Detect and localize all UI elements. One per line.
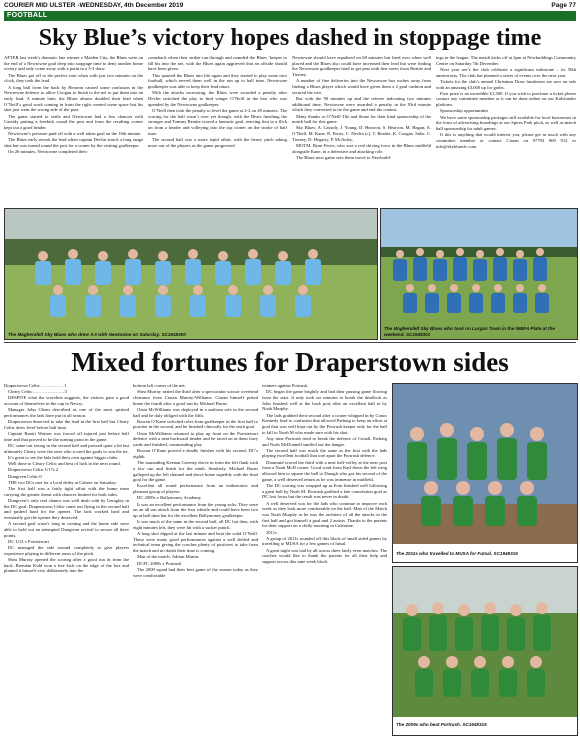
- article-paragraph: DESPITE what the scoreline suggests, the visitors gave a good account of themselves in the cup in Newry.: [4, 395, 129, 407]
- article-paragraph: The DC scoring was wrapped up as Eoin finished well following a great ball by Noah M. Portrush grabbed a late consolation goal as DC lost focus but the result was never in doubt.: [262, 482, 387, 500]
- section-label: FOOTBALL: [7, 12, 48, 19]
- article-paragraph: A group of 2011s rounded off this block of small sided games by travelling to MUSA for a few games of futsal.: [262, 535, 387, 547]
- article-paragraph: The lads grabbed their second after a corner whipped in by Conor Kennedy lead to confusion that allowed Padraig to keep an effort at goal that was well kept out by the Portrush keeper only for the ball to fall to Noah M who made sure with his shot.: [262, 412, 387, 435]
- article-paragraph: DC began the game brightly and had their passing game flowing from the start. It only took six minutes to break the deadlock as John finished well at the back post after an excellent ball in by Noah Murphy.: [262, 389, 387, 412]
- article-paragraph: O’Neill then took the penalty to level the game at 2-2 on 49 minutes. The scoring for the half wasn’t over yet though, with the Blues finishing the stronger and Tommy Beattie scored a fantastic goal, reacting first to a flick on from a header and volleying into the top corner on the stroke of half time.: [148, 107, 287, 136]
- article-paragraph: It was much of the same in the second half, all DC but then, with eight minutes left, they were hit with a sucker punch.: [133, 519, 258, 530]
- photo-caption-2: The Magherafelt Sky Blues who took on Lurgan Town in the NIBFA Plate at the weekend. SC1949301: [384, 326, 555, 337]
- article-paragraph: A long shot dipped at the last minute and beat the solid O’Neill. These were many good performances against a well drilled and technical team giving the coaches plenty of positives to take from the match and no doubt their time is coming.: [133, 531, 258, 554]
- team-photo-1-image: [5, 209, 377, 339]
- photo-caption-4: The 2009s who beat Portrush. SC1949315: [396, 722, 487, 727]
- article-paragraph: comeback when their striker ran through and rounded the Blues ’keeper to fill his into the net, with the Blues again aggrieved that an offside should have been given.: [148, 55, 287, 72]
- article-paragraph: The second half was a more tepid affair, with the heavy pitch taking more out of the players as the game progressed.: [148, 136, 287, 148]
- photo-caption-3: The 2011s who travelled to MUSA for Futsal. SC1949316: [396, 551, 518, 556]
- article-paragraph: The Blues early retook the lead when captain Devlin struck a long range shot but was turned round the post for a corner by the visiting goalkeeper.: [4, 137, 143, 149]
- team-photo-2009s: [392, 566, 578, 736]
- article-paragraph: Draperstown Celtic U17s 2: [8, 467, 59, 473]
- article-paragraph: Shea Murray opened the scoring after a good run in from the back. Brendan Kidd won a free kick on the edge of the box and planted it himself very deliberately into the: [4, 556, 129, 574]
- article-paragraph: Dungiven Celtic 0: [8, 473, 42, 479]
- article-paragraph: The second half was much the same as the first with the lads playing excellent football that tore apart the Portrush defence.: [262, 447, 387, 459]
- page-number: Page 77: [551, 2, 576, 9]
- article-paragraph: The Blues next game sees them travel to Newbuild-: [296, 154, 392, 160]
- article2-column-1: [4, 383, 129, 734]
- article-paragraph: Excellent all round performance from an enthusiastic and pleasant group of players.: [133, 483, 258, 495]
- article-paragraph: The first half was a fairly tight affair with the home team carrying the greater threat with chances limited for both sides.: [4, 485, 129, 497]
- article-divider: [4, 342, 576, 343]
- article-paragraph: Newtowne’s pressure paid off with a well taken goal on the 16th minute.: [8, 131, 142, 137]
- article-paragraph: The marauding Keenan Greeney drove in from the left flank with a low run and finish for the ninth. Similarly, Michael Burns galloped up the left channel and drove home superbly with the final goal for the game.: [133, 460, 258, 483]
- team-photo-3-image: [393, 384, 577, 562]
- article-paragraph: Draperstown deserved to take the lead in the first half but Cleary Celtic drew level before half time.: [4, 419, 129, 430]
- article-paragraph: bottom left corner of the net.: [133, 383, 186, 388]
- article1-headline: Sky Blue’s victory hopes dashed in stoppage time: [38, 25, 542, 51]
- article-paragraph: Manager John Glenn described as one of the most spirited performances the lads have put in all season.: [4, 407, 129, 419]
- article-paragraph: A well deserved win for the lads who continue to improve each week as they look more comfortable on the ball. Man of the Match was Noah Murphy as he was the architect of all the attacks in the first half and got himself a goal and 2 assists. Thanks to the parents for their support on a chilly morning in Coleraine.: [262, 500, 387, 529]
- article-paragraph: Next year see’s the club celebrate a significant milestone – its 50th anniversary. The club has planned a series of events over the next year.: [436, 66, 576, 78]
- article-paragraph: With the attacks increasing, the Blues were awarded a penalty after Devlin switched the play to find winger O’Neill in the box who was upended by the Newtowne goalkeeper.: [148, 90, 287, 107]
- article-paragraph: Tickets for the club’s annual Christmas Draw fundraiser are now on sale with an amazing £3,000 up for grabs.: [436, 78, 576, 90]
- article-paragraph: Rowan O’Kane proved a deadly finisher with his second, DC’s eighth.: [133, 448, 258, 459]
- article-paragraph: We have some sponsorship packages still available for local businesses in the form of advertising hoardings at our Spires Park pitch, as well as match ball sponsorship for adult games.: [436, 114, 576, 131]
- article-paragraph: If this is anything that would interest you, please get in touch with any committee member or contact Ciaran on 07793 869 912 or info@skybluesfc.com: [436, 132, 576, 149]
- article1-column-4: [436, 55, 576, 205]
- article-paragraph: Well done to Cleary Celtic and best of luck in the next round.: [8, 461, 121, 467]
- photo-caption-1: The Magherafelt Sky Blues who drew 3-3 with Newtowne on Saturday. SC1949300: [8, 332, 186, 337]
- article-paragraph: ings in the league. The match kicks off at 2pm at Newbuildings Community Centre on Saturday 7th December.: [436, 55, 576, 66]
- article-paragraph: DCFC 2009s v Portrush: [137, 560, 182, 566]
- article2-column-2: [133, 383, 258, 734]
- article1-column-1: [4, 55, 143, 205]
- article-paragraph: DC U13 v Portstewart: [8, 538, 49, 544]
- article-paragraph: Any time Portrush tried to break the defence of Conall, Padraig and Noah McDonnell snuffed out the danger.: [262, 435, 387, 447]
- article-paragraph: Draperstown Celtic…………….1: [4, 383, 67, 388]
- team-photo-2011s: [392, 383, 578, 563]
- article1-column-2: [148, 55, 287, 205]
- team-photo-4-image: [393, 567, 577, 735]
- article-paragraph: This spurred the Blues into life again and they started to play some nice football, which served them well in the run up to half time, Newtowne goalkeeper was able to keep their lead intact.: [148, 72, 287, 90]
- section-banner: [4, 11, 576, 21]
- article-paragraph: Shea Murray netted the third after a spectacular scissor overhead clearance from Ciaran Murray-Williams. Ciaran himself poked home the fourth after a good run by Michael Burns.: [133, 389, 258, 406]
- article-paragraph: The game started to settle and Newtowne had a few chances with Cassidy putting a freekick round the post and from the resulting corner kept out a good header.: [4, 113, 143, 130]
- article-paragraph: Captain Ruairi Watson was forced off injured just before half time and that proved to be the turning point in the game.: [4, 431, 129, 442]
- article-paragraph: 2011s: [266, 529, 277, 535]
- article2-column-3: [262, 383, 387, 734]
- article-paragraph: Newtowne should have equalised on 60 minutes but fired over when well placed and the Blues also could have increased their lead but were finding the Newtowne goalkeeper hard to get past with fine saves from Beattie and Tierney.: [292, 55, 431, 78]
- article1-column-3: [292, 55, 431, 205]
- article-paragraph: First prize is an incredible £1,500. If you wish to purchase a ticket please contact any committee member or it can be done online on our Kidsfunder platform.: [436, 90, 576, 108]
- article-paragraph: THE two DCs met for a local derby at Cahore on Saturday.: [8, 479, 117, 485]
- article-paragraph: It was an excellent performance from the young sofis. They were on an all out attack from the first whistle and could have been two up at half time but for the excellent Ballymoney goalkeeper.: [133, 501, 258, 518]
- article-paragraph: DC came out strong in the second half and pressed quite a bit but ultimately Cleary were the ones who scored the goals to win the tie.: [4, 443, 129, 454]
- article-paragraph: A long ball from the back by Hearron caused some confusion in the Newtowne defence to allow Coogan to finish to the net to put them into an early lead. A minute later, the Blues almost doubled their lead when O’Neill’s good work coming in from the right created some space but his shot just went the wrong side of the post.: [4, 84, 143, 113]
- article-paragraph: MOTM: Ryan Ferris, who was a real driving force in the Blues midfield alongside Kane, in a defensive and attacking role.: [292, 143, 431, 154]
- article-paragraph: A second goal wasn’t long in coming and the home side were able to hold out an attempted Dungiven revival to secure all three points.: [4, 521, 129, 538]
- masthead: COURIER MID ULSTER -WEDNESDAY, 4th December 2019: [4, 2, 184, 9]
- article2-headline: Mixed fortunes for Draperstown sides: [71, 347, 509, 377]
- article-paragraph: DC managed the side around completely to give players experience playing in different areas of the pitch.: [4, 544, 129, 556]
- article-paragraph: But with the 90 minutes up and the referee indicating two minutes additional time, Newtowne were awarded a penalty in the 93rd minute which they converted to tie the game and end the contest.: [292, 95, 431, 113]
- team-photo-skyblues-newtowne: [4, 208, 378, 340]
- article-paragraph: Oisin McWilliams was deployed in a uniform role in the second half and he duly obliged with the fifth.: [133, 406, 258, 418]
- article-paragraph: It’s great to see the lads hold their own against bigger clubs.: [8, 454, 119, 460]
- article-paragraph: Rowan O’Kane switched roles from goalkeeper in the first half to poacher in the second, and he finished clinically for the sixth goal.: [133, 418, 258, 430]
- team-photo-2-image: [381, 209, 577, 339]
- article-paragraph: A number of fine deliveries into the Newtowne box inches away from finding a Blues player which would have given them a 2 goal cushion and secured the win.: [292, 78, 431, 95]
- article-paragraph: Sky Blues: A. Cassidy, J. Young, D. Hearron, S. Hearron, M. Hagan, A. O’Neill, M. Kane, R. Ferris, C. Devlin (c), T. Beattie, K. Coogan. Subs: C. Tierney, D. Hegarty, P. McAuley,: [292, 125, 431, 142]
- article-paragraph: Diarmuid scored the third with a neat half-volley at the near post from a Noah McD corner. Good work from Karl down the left wing allowed him to square the ball to Daragh who got his second of the game, a well deserved return as he was immense in midfield.: [262, 459, 387, 482]
- article-paragraph: The Blues got off to the perfect start when with just two minutes on the clock, they took the lead.: [4, 72, 143, 84]
- article-paragraph: Cleary Celtic…………………3: [8, 389, 67, 395]
- article-paragraph: DC 2009s v Ballymoney Academy: [137, 495, 202, 501]
- article-paragraph: Man of the match: Adrian Martin.: [137, 554, 200, 560]
- article-paragraph: Sponsorship opportunities: [440, 108, 489, 114]
- article-paragraph: A great night was had by all across three fairly even matches. The coaches would like to thank the parents for all their help and support across this nine week block.: [262, 547, 387, 565]
- team-photo-skyblues-lurgan: [380, 208, 578, 340]
- article-paragraph: On 26 minutes, Newtowne completed their: [8, 149, 88, 155]
- article-paragraph: AFTER last week’s dramatic late winner v Maiden City, the Blues were on the end of a Newtowne goal deep into stoppage time to deny another home victory and only come away with a point in a 3-3 draw.: [4, 55, 143, 72]
- article-paragraph: Oisin McWilliams returned to play up front on the Portstewart defence with a neat backward header and he raced on at them forty yards and finished, commanding play.: [133, 430, 258, 448]
- article-paragraph: Many thanks to O’Neill Tile and Stone for their kind sponsorship of the match ball for this game.: [292, 113, 431, 125]
- article-paragraph: winners against Portrush.: [262, 383, 309, 388]
- article-paragraph: The 2009 squad had their best game of the season today as they were comfortable: [133, 566, 258, 578]
- article-paragraph: Dungiven’s only real chance was well dealt with by Geraghty in the DC goal. Draperstown Celtic came out flying in the second half and pushed hard for the opener. The lads worked hard and eventually got the opener they deserved.: [4, 497, 129, 520]
